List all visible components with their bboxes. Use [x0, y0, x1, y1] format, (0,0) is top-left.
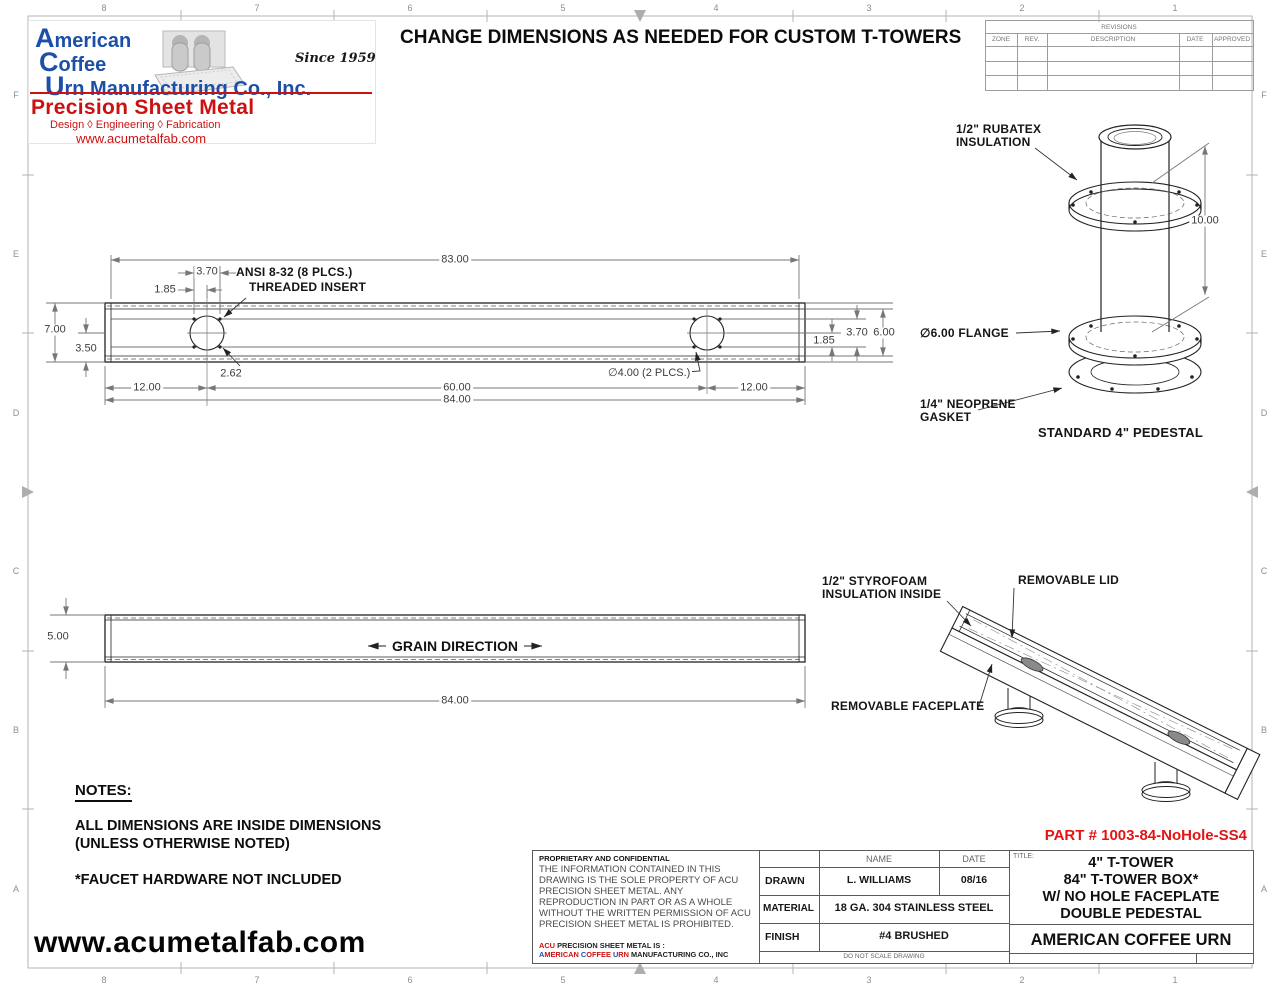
zone-bottom-6: 6: [407, 975, 413, 985]
drawn-label: DRAWN: [765, 875, 805, 887]
zone-right-d: D: [1260, 408, 1268, 418]
tb-line: [1009, 953, 1253, 954]
company-name: AMERICAN COFFEE URN: [1030, 931, 1232, 949]
co-part: RN: [618, 950, 632, 959]
title-line-3: W/ NO HOLE FACEPLATE: [1042, 889, 1220, 905]
removable-faceplate-callout: REMOVABLE FACEPLATE: [831, 699, 985, 713]
tb-line: [1009, 924, 1253, 925]
dim-83: 83.00: [441, 253, 469, 266]
tb-line: [1196, 953, 1197, 963]
zone-left-f: F: [13, 90, 19, 100]
proprietary-heading: PROPRIETARY AND CONFIDENTIAL: [539, 854, 670, 863]
notes-heading: NOTES:: [75, 782, 132, 802]
acu-identity-line2: [539, 950, 728, 959]
logo-initial-a: A: [35, 23, 55, 53]
zone-left-c: C: [12, 566, 20, 576]
zone-right-f: F: [1261, 90, 1267, 100]
proprietary-text: THE INFORMATION CONTAINED IN THIS DRAWING IS THE SOLE PROPERTY OF ACU PRECISION SHEET METAL. ANY REPRODUCTION IN PART OR AS A WHOLE WITHOUT THE WRITTEN PERMISSION OF ACU PRECISION SHEET METAL IS PROHIBITED.: [539, 864, 751, 931]
rev-line: [1179, 33, 1180, 90]
logo-rest-c: offee: [58, 54, 107, 76]
ansi-callout-line2: THREADED INSERT: [249, 280, 367, 294]
drawn-date: 08/16: [960, 874, 988, 886]
pedestal-object: [1069, 125, 1201, 393]
dim-10-00: 10.00: [1191, 214, 1219, 227]
co-part: C: [580, 950, 587, 959]
dim-5-00: 5.00: [47, 630, 69, 643]
note-line-3: *FAUCET HARDWARE NOT INCLUDED: [75, 872, 342, 888]
since-1959: Since 1959: [295, 51, 376, 66]
dim-3-70-right: 3.70: [846, 326, 868, 339]
drawing-title: [1009, 855, 1253, 923]
dim-84-top: 84.00: [443, 393, 471, 406]
revisions-table: [985, 20, 1254, 91]
styrofoam-callout-line2: INSULATION INSIDE: [822, 587, 942, 601]
zone-top-2: 2: [1019, 3, 1025, 13]
logo-website: www.acumetalfab.com: [76, 131, 207, 146]
flange-callout: ∅6.00 FLANGE: [920, 326, 1009, 340]
rev-col-zone: ZONE: [991, 36, 1011, 43]
acu-abbrev: ACU: [539, 941, 556, 950]
tb-line: [759, 951, 1009, 952]
zone-top-4: 4: [713, 3, 719, 13]
ansi-callout-line1: ANSI 8-32 (8 PLCS.): [236, 265, 353, 279]
tb-line: [759, 895, 1009, 896]
tb-line: [759, 923, 1009, 924]
title-line-1: 4" T-TOWER: [1088, 855, 1174, 871]
rubatex-callout-line2: INSULATION: [956, 135, 1031, 149]
removable-lid-callout: REMOVABLE LID: [1018, 573, 1120, 587]
finish-label: FINISH: [765, 931, 800, 943]
dim-12-right: 12.00: [740, 381, 768, 394]
zone-bottom-1: 1: [1172, 975, 1178, 985]
zone-bottom-3: 3: [866, 975, 872, 985]
zone-top-5: 5: [560, 3, 566, 13]
material-value: 18 GA. 304 STAINLESS STEEL: [834, 902, 994, 914]
rev-col-date: DATE: [1186, 36, 1204, 43]
tb-line: [759, 867, 1009, 868]
rev-line: [1047, 33, 1048, 90]
zone-bottom-5: 5: [560, 975, 566, 985]
zone-right-a: A: [1260, 884, 1268, 894]
rev-line: [1017, 33, 1018, 90]
dim-12-left: 12.00: [133, 381, 161, 394]
co-part: U: [612, 950, 619, 959]
zone-top-1: 1: [1172, 3, 1178, 13]
zone-left-e: E: [12, 249, 20, 259]
rev-line: [1212, 33, 1213, 90]
name-header: NAME: [865, 854, 892, 864]
footer-website: www.acumetalfab.com: [34, 926, 366, 959]
zone-bottom-7: 7: [254, 975, 260, 985]
zone-top-7: 7: [254, 3, 260, 13]
finish-value: #4 BRUSHED: [879, 930, 949, 942]
title-line-2: 84" T-TOWER BOX*: [1063, 872, 1199, 888]
zone-left-a: A: [12, 884, 20, 894]
dim-1-85-left: 1.85: [154, 283, 176, 296]
acu-rest: PRECISION SHEET METAL IS :: [555, 941, 665, 950]
zone-left-d: D: [12, 408, 20, 418]
zone-right-c: C: [1260, 566, 1268, 576]
co-part: OFFEE: [586, 950, 613, 959]
co-part: MERICAN: [544, 950, 581, 959]
zone-left-b: B: [12, 725, 20, 735]
material-label: MATERIAL: [763, 903, 814, 914]
dim-60: 60.00: [443, 381, 471, 394]
pedestal-dimensions: [1152, 143, 1209, 332]
dim-7-00: 7.00: [44, 323, 66, 336]
dim-2-62: 2.62: [220, 367, 242, 380]
sheet-heading: CHANGE DIMENSIONS AS NEEDED FOR CUSTOM T-TOWERS: [400, 27, 962, 48]
note-line-2: (UNLESS OTHERWISE NOTED): [75, 836, 290, 852]
drawn-name: L. WILLIAMS: [846, 874, 912, 886]
zone-top-3: 3: [866, 3, 872, 13]
title-label: TITLE:: [1013, 853, 1035, 860]
acu-identity-line1: [539, 941, 665, 950]
title-line-4: DOUBLE PEDESTAL: [1060, 906, 1202, 922]
zone-bottom-4: 4: [713, 975, 719, 985]
logo-services: Design ◊ Engineering ◊ Fabrication: [50, 119, 221, 131]
part-number: PART # 1003-84-NoHole-SS4: [1044, 827, 1247, 844]
zone-bottom-8: 8: [101, 975, 107, 985]
rev-col-description: DESCRIPTION: [1090, 36, 1136, 43]
dim-84-front: 84.00: [441, 694, 469, 707]
logo-initial-c: C: [39, 47, 59, 77]
pedestal-leaders: [978, 148, 1077, 410]
neoprene-callout-line2: GASKET: [920, 410, 972, 424]
dim-3-70-left: 3.70: [196, 265, 218, 278]
logo-initial-u: U: [45, 71, 65, 101]
co-part: MANUFACTURING CO., INC: [631, 950, 729, 959]
isometric-box: [940, 607, 1259, 800]
zone-bottom-2: 2: [1019, 975, 1025, 985]
zone-right-e: E: [1260, 249, 1268, 259]
neoprene-callout-line1: 1/4" NEOPRENE: [920, 397, 1016, 411]
logo-rest-u: rn Manufacturing Co., Inc.: [64, 78, 312, 100]
zone-right-b: B: [1260, 725, 1268, 735]
do-not-scale-note: DO NOT SCALE DRAWING: [843, 953, 925, 960]
title-block: [532, 850, 1254, 964]
zone-top-6: 6: [407, 3, 413, 13]
dim-3-50: 3.50: [75, 342, 97, 355]
logo-rest-a: merican: [54, 30, 132, 52]
zone-top-8: 8: [101, 3, 107, 13]
dim-1-85-right: 1.85: [813, 334, 835, 347]
logo-tagline: Precision Sheet Metal: [31, 96, 255, 119]
pedestal-caption: STANDARD 4" PEDESTAL: [1038, 425, 1203, 440]
styrofoam-callout-line1: 1/2" STYROFOAM: [822, 574, 928, 588]
note-line-1: ALL DIMENSIONS ARE INSIDE DIMENSIONS: [75, 818, 382, 834]
date-header: DATE: [962, 854, 986, 864]
dia-4-callout: ∅4.00 (2 PLCS.): [608, 367, 691, 379]
grain-direction-label: GRAIN DIRECTION: [386, 638, 524, 654]
rev-col-approved: APPROVED: [1213, 36, 1251, 43]
logo-divider: [30, 92, 372, 94]
dim-6-00: 6.00: [873, 326, 895, 339]
co-part: A: [539, 950, 545, 959]
rubatex-callout-line1: 1/2" RUBATEX: [956, 122, 1042, 136]
rev-col-rev: REV.: [1024, 36, 1040, 43]
revisions-title: REVISIONS: [1101, 24, 1137, 31]
